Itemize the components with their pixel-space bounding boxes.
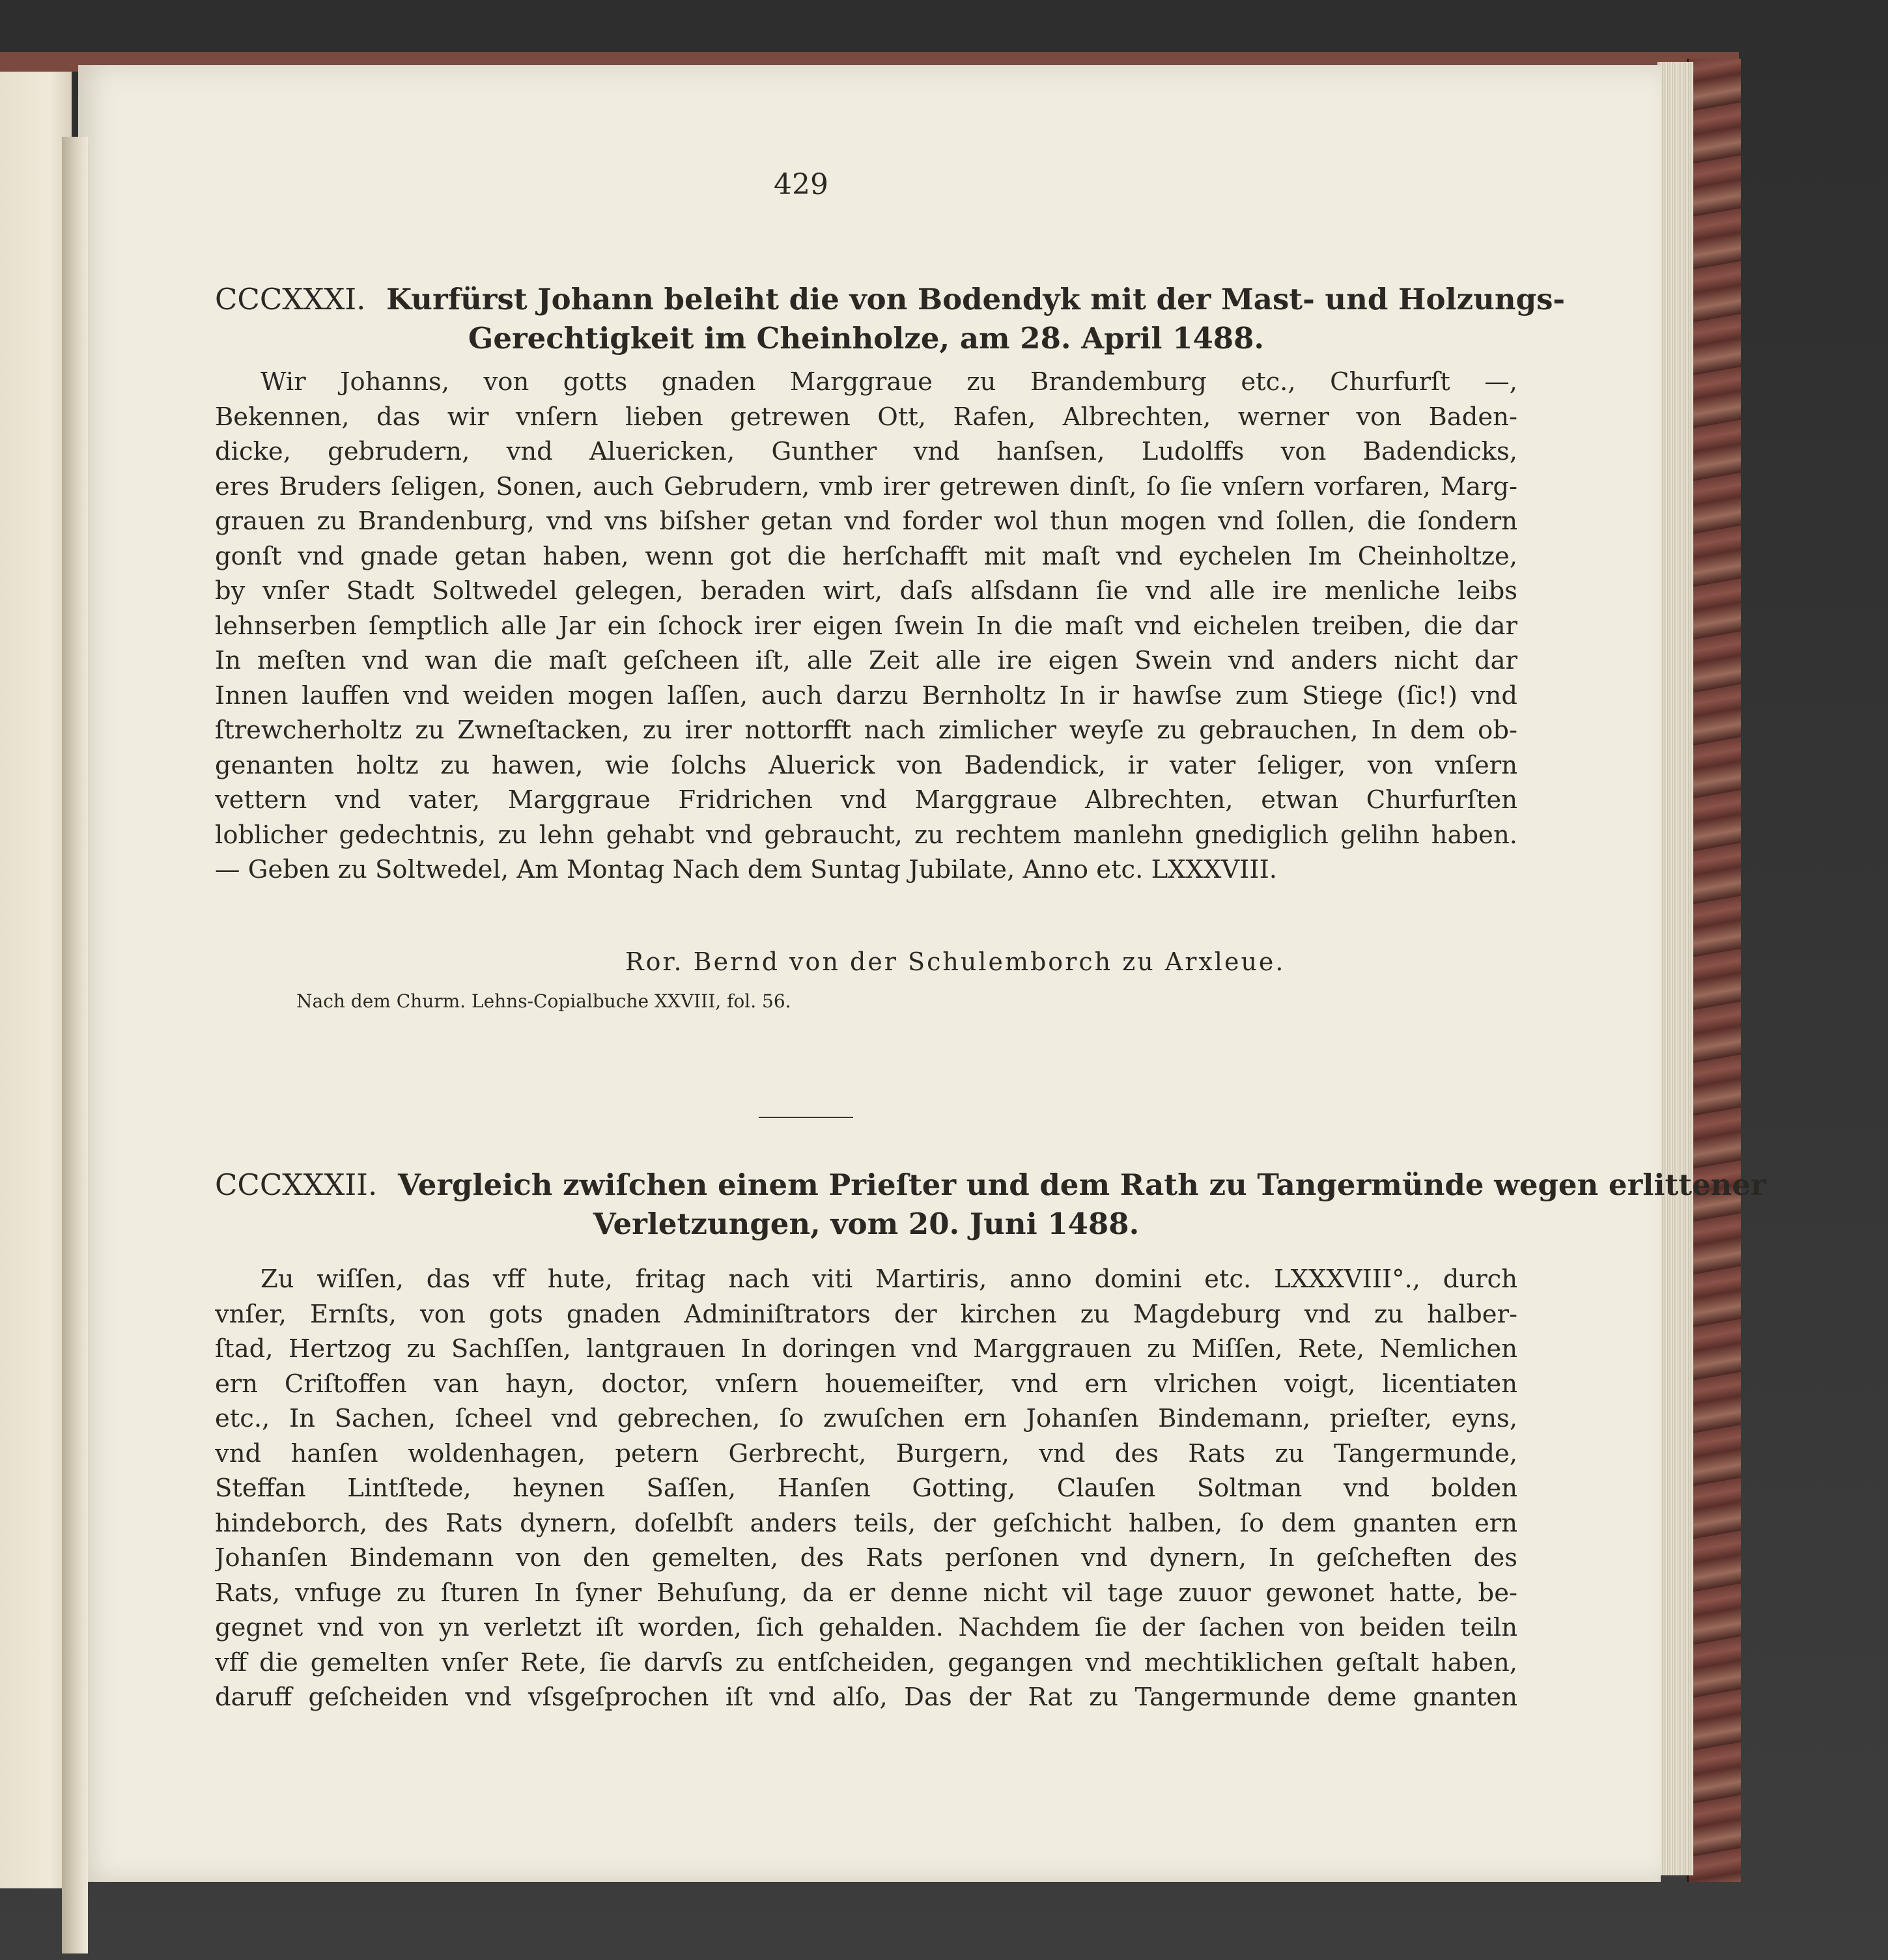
doc-331-line: — Geben zu Soltwedel, Am Montag Nach dem Suntag Jubilate, Anno etc. LXXXVIII.	[215, 855, 1278, 884]
doc-331-line: ſtrewcherholtz zu Zwneſtacken, zu irer nottorfft nach zimlicher weyſe zu gebrauchen, In dem ob-	[215, 716, 1517, 745]
doc-331-line: genanten holtz zu hawen, wie ſolchs Aluerick von Badendick, ir vater ſeliger, von vnſern	[215, 750, 1517, 780]
left-page-edge	[0, 72, 72, 1888]
doc-332-line: vnſer, Ernſts, von gots gnaden Adminiſtrators der kirchen zu Magdeburg vnd zu halber-	[215, 1299, 1517, 1329]
doc-331-line: Wir Johanns, von gotts gnaden Marggraue zu Brandemburg etc., Churfurſt —,	[261, 367, 1517, 397]
doc-331-line: Innen lauffen vnd weiden mogen laſſen, auch darzu Bernholtz In ir hawſse zum Stiege (ſic!) vnd	[215, 680, 1517, 710]
doc-332-line: etc., In Sachen, ſcheel vnd gebrechen, ſo zwuſchen ern Johanſen Bindemann, prieſter, eyns,	[215, 1404, 1517, 1433]
doc-332-line: ern Criſtoffen van hayn, doctor, vnſern houemeiſter, vnd ern vlrichen voigt, licentiaten	[215, 1369, 1517, 1399]
doc-331-line: grauen zu Brandenburg, vnd vns biſsher getan vnd forder wol thun mogen vnd ſollen, die ſondern	[215, 507, 1517, 536]
doc-331-heading	[215, 280, 1566, 358]
doc-331-line: In meſten vnd wan die maſt geſcheen iſt, alle Zeit alle ire eigen Swein vnd anders nicht dar	[215, 646, 1517, 675]
doc-332-line: gegnet vnd von yn verletzt iſt worden, ſich gehalden. Nachdem ſie der ſachen von beiden teiln	[215, 1613, 1517, 1642]
doc-332-line: Steffan Lintſtede, heynen Saſſen, Hanſen Gotting, Clauſen Soltman vnd bolden	[215, 1474, 1517, 1503]
doc-331-title-line2: Gerechtigkeit im Cheinholze, am 28. April 1488.	[468, 321, 1265, 356]
book-page	[78, 65, 1766, 1882]
doc-331-title-line1: Kurfürst Johann beleiht die von Bodendyk mit der Mast- und Holzungs-	[386, 282, 1566, 316]
doc-332-line: Zu wiſſen, das vff hute, fritag nach viti Martiris, anno domini etc. LXXXVIII°., durch	[261, 1265, 1517, 1294]
book-cover-marbled-edge	[1687, 59, 1741, 1882]
doc-331-line: lehnserben ſemptlich alle Jar ein ſchock irer eigen ſwein In die maſt vnd eichelen treiben, die dar	[215, 611, 1517, 641]
doc-331-line: vettern vnd vater, Marggraue Fridrichen vnd Marggraue Albrechten, etwan Churfurſten	[215, 785, 1517, 815]
doc-332-title-line2: Verletzungen, vom 20. Juni 1488.	[593, 1207, 1140, 1241]
doc-332-line: Johanſen Bindemann von den gemelten, des Rats perſonen vnd dynern, In geſcheften des	[215, 1543, 1517, 1573]
doc-332-line: hindeborch, des Rats dynern, doſelbſt anders teils, der geſchicht halben, ſo dem gnanten ern	[215, 1508, 1517, 1538]
doc-332-line: daruff geſcheiden vnd vſsgeſprochen iſt vnd alſo, Das der Rat zu Tangermunde deme gnanten	[215, 1683, 1517, 1712]
doc-331-line: gonſt vnd gnade getan haben, wenn got die herſchafft mit maſt vnd eychelen Im Cheinholtze,	[215, 541, 1517, 571]
doc-331-line: dicke, gebrudern, vnd Aluericken, Gunther vnd hanſsen, Ludolffs von Badendicks,	[215, 437, 1517, 466]
page-gutter	[62, 137, 88, 1953]
doc-331-line: eres Bruders ſeligen, Sonen, auch Gebrudern, vmb irer getrewen dinſt, ſo ſie vnſern vorfaren, Marg-	[215, 471, 1517, 501]
section-divider	[759, 1117, 853, 1118]
doc-332-line: vff die gemelten vnſer Rete, ſie darvſs zu entſcheiden, gegangen vnd mechtiklichen geſtalt haben,	[215, 1647, 1517, 1677]
doc-332-line: Rats, vnfuge zu ſturen In ſyner Behuſung, da er denne nicht vil tage zuuor gewonet hatte, be-	[215, 1578, 1517, 1608]
doc-332-numeral: CCCXXXII.	[215, 1168, 378, 1202]
doc-332-body	[215, 1262, 1517, 1715]
doc-331-signature: Ror. Bernd von der Schulemborch zu Arxleue.	[625, 947, 1286, 976]
doc-331-numeral: CCCXXXI.	[215, 282, 366, 316]
doc-332-title-line1: Vergleich zwiſchen einem Prieſter und dem Rath zu Tangermünde wegen erlittener	[397, 1168, 1766, 1202]
doc-332-line: vnd hanſen woldenhagen, petern Gerbrecht, Burgern, vnd des Rats zu Tangermunde,	[215, 1438, 1517, 1468]
page-edges	[1657, 62, 1693, 1875]
doc-331-line: by vnſer Stadt Soltwedel gelegen, beraden wirt, daſs alſsdann ſie vnd alle ire menliche leibs	[215, 576, 1517, 606]
doc-331-line: loblicher gedechtnis, zu lehn gehabt vnd gebraucht, zu rechtem manlehn gnediglich gelihn haben.	[215, 820, 1517, 850]
doc-332-line: ſtad, Hertzog zu Sachſſen, lantgrauen In doringen vnd Marggrauen zu Miſſen, Rete, Nemlichen	[215, 1334, 1517, 1364]
doc-331-body	[215, 365, 1517, 888]
doc-331-line: Bekennen, das wir vnſern lieben getrewen Ott, Rafen, Albrechten, werner von Baden-	[215, 402, 1517, 432]
doc-332-heading	[215, 1166, 1766, 1244]
page-number: 429	[774, 168, 828, 201]
doc-331-source: Nach dem Churm. Lehns-Copialbuche XXVIII, fol. 56.	[296, 990, 791, 1012]
